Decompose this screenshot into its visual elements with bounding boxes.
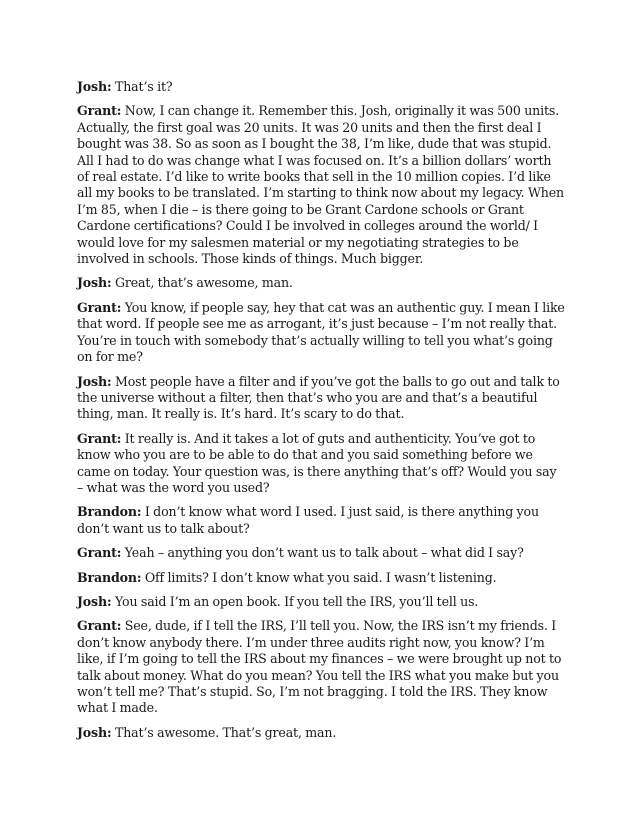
dialogue-text: Now, I can change it. Remember this. Josh, originally it was 500 units. Actually, the first goal was 20 units. It was 20 units and then the first deal I bought was 38. So as soon as I bought the 38, I’m like, dude that was stupid. All I had to do was change what I was focused on. It’s a billion dollars’ worth of real estate. I’d like to write books that sell in the 10 million copies. I’d like all my books to be translated. I’m starting to think now about my legacy. When I’m 85, when I die – is there going to be Grant Cardone schools or Grant Cardone certifications? Could I be involved in colleges around the world/ I would love for my salesmen material or my negotiating strategies to be involved in schools. Those kinds of things. Much bigger. xyxy=(77,103,564,267)
dialogue-text: I don’t know what word I used. I just said, is there anything you don’t want us to talk about? xyxy=(77,504,539,536)
speaker-name: Grant: xyxy=(77,430,122,446)
speaker-name: Brandon: xyxy=(77,504,142,520)
transcript-entry xyxy=(77,431,565,497)
speaker-name: Brandon: xyxy=(77,569,142,585)
speaker-name: Josh: xyxy=(77,373,112,389)
transcript-entry xyxy=(77,79,565,95)
speaker-name: Grant: xyxy=(77,545,122,561)
dialogue-text: Off limits? I don’t know what you said. I wasn’t listening. xyxy=(141,569,497,585)
dialogue-text: That’s it? xyxy=(111,79,173,94)
speaker-name: Josh: xyxy=(77,79,112,94)
transcript-entry xyxy=(77,618,565,716)
speaker-name: Josh: xyxy=(77,724,112,740)
dialogue-text: Most people have a filter and if you’ve got the balls to go out and talk to the universe without a filter, then that’s who you are and that’s a beautiful thing, man. It really is. It’s hard. It’s scary to do that. xyxy=(77,373,560,422)
dialogue-text: That’s awesome. That’s great, man. xyxy=(111,724,337,740)
speaker-name: Grant: xyxy=(77,299,122,315)
transcript-entry xyxy=(77,594,565,610)
speaker-name: Grant: xyxy=(77,103,122,119)
transcript-entry xyxy=(77,275,565,291)
dialogue-text: It really is. And it takes a lot of guts and authenticity. You’ve got to know who you are to be able to do that and you said something before we came on today. Your question was, is there anything that’s off? Would you say – what was the word you used? xyxy=(77,430,557,495)
speaker-name: Josh: xyxy=(77,275,112,291)
transcript-entry xyxy=(77,103,565,267)
speaker-name: Josh: xyxy=(77,593,112,609)
transcript-entry xyxy=(77,504,565,537)
dialogue-text: Great, that’s awesome, man. xyxy=(111,275,293,291)
dialogue-text: You said I’m an open book. If you tell the IRS, you’ll tell us. xyxy=(111,593,479,609)
transcript-entry xyxy=(77,545,565,561)
transcript-entry xyxy=(77,725,565,741)
transcript-entry xyxy=(77,374,565,423)
speaker-name: Grant: xyxy=(77,618,122,634)
transcript-entry xyxy=(77,570,565,586)
transcript xyxy=(77,79,565,749)
dialogue-text: You know, if people say, hey that cat was an authentic guy. I mean I like that word. If people see me as arrogant, it’s just because – I’m not really that. You’re in touch with somebody that’s actually willing to tell you what’s going on for me? xyxy=(77,299,565,365)
dialogue-text: Yeah – anything you don’t want us to talk about – what did I say? xyxy=(121,545,524,561)
transcript-entry xyxy=(77,300,565,366)
dialogue-text: See, dude, if I tell the IRS, I’ll tell you. Now, the IRS isn’t my friends. I don’t know anybody there. I’m under three audits right now, you know? I’m like, if I’m going to tell the IRS about my finances – we were brought up not to talk about money. What do you mean? You tell the IRS what you make but you won’t tell me? That’s stupid. So, I’m not bragging. I told the IRS. They know what I made. xyxy=(77,618,562,716)
